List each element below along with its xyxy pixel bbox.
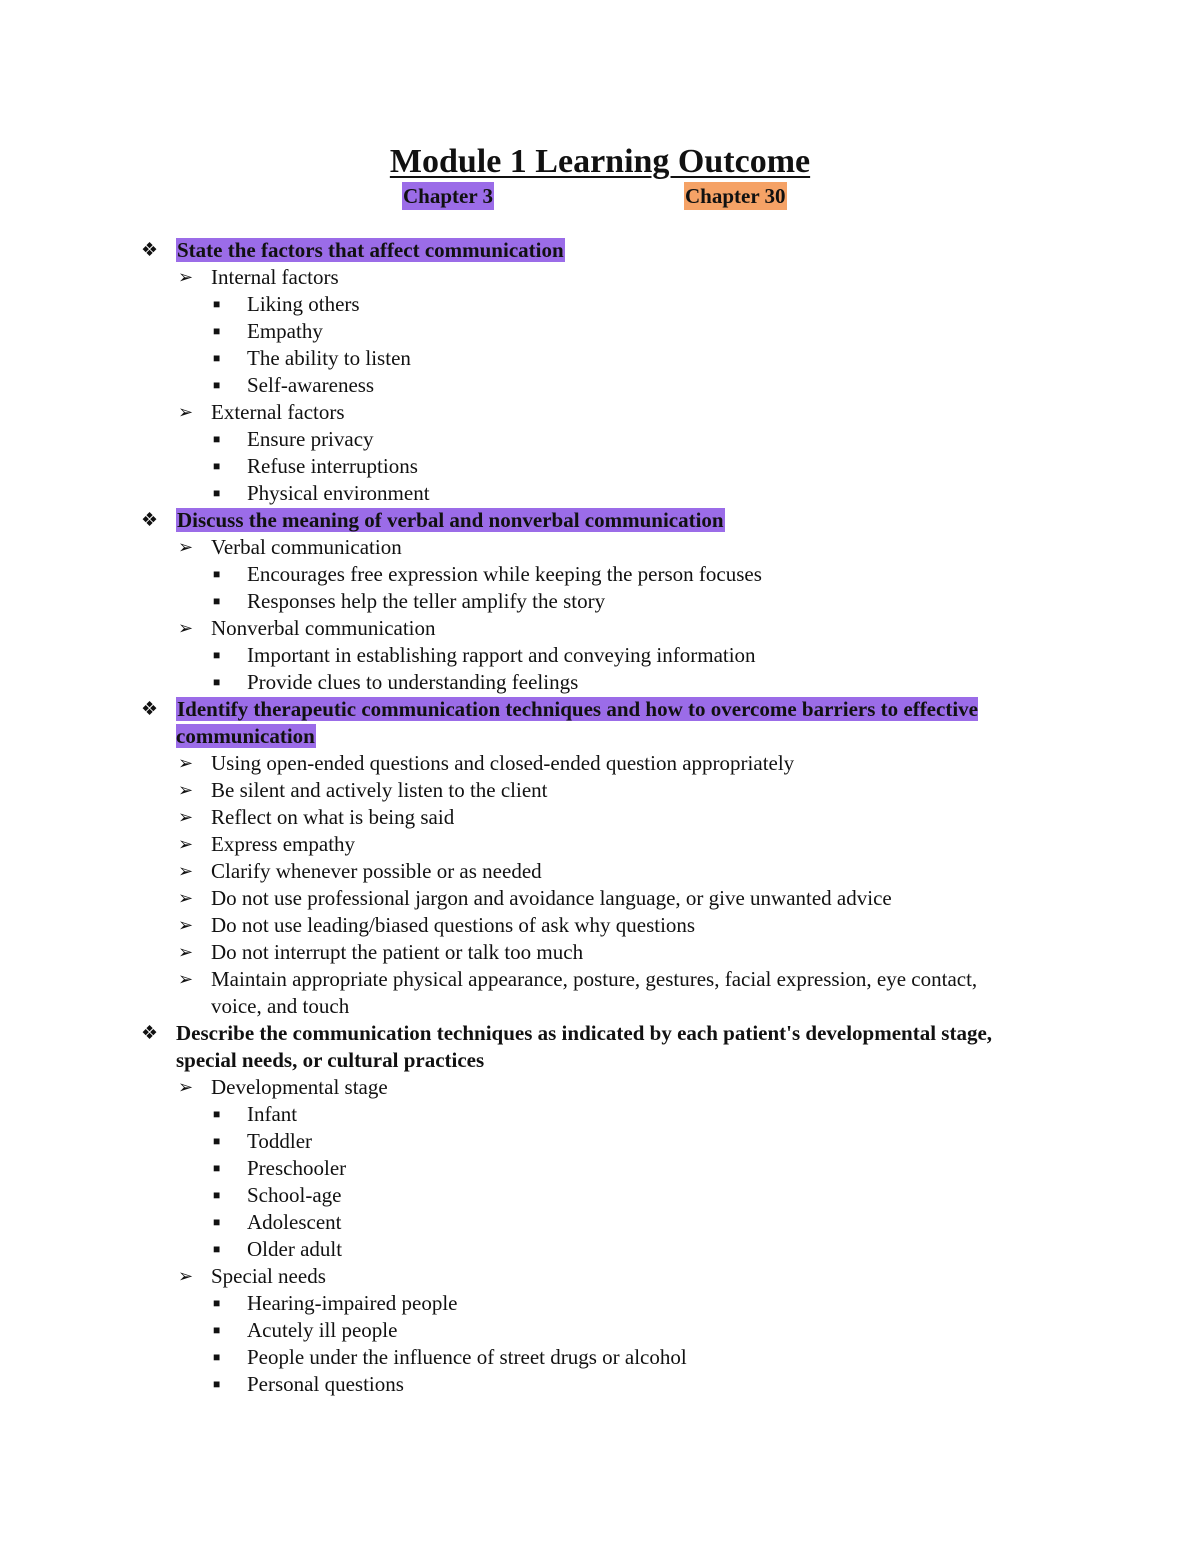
outline-item-level-3	[0, 291, 1200, 318]
highlighted-objective: Identify therapeutic communication techniques and how to overcome barriers to effective communication	[176, 697, 978, 748]
outline-item-level-2	[0, 966, 1200, 1020]
square-bullet-icon: ■	[213, 297, 221, 311]
item-text: Refuse interruptions	[247, 454, 418, 478]
outline-item-level-3	[0, 588, 1200, 615]
outline-item-level-3	[0, 426, 1200, 453]
arrowhead-bullet-icon: ➢	[178, 969, 194, 989]
outline-item-level-2	[0, 264, 1200, 291]
outline-item-level-3	[0, 1128, 1200, 1155]
item-text: The ability to listen	[247, 346, 411, 370]
outline-item-text	[211, 750, 1011, 777]
diamond-bullet-icon: ❖	[141, 1023, 159, 1044]
chapter-3-label: Chapter 3	[403, 184, 494, 208]
diamond-bullet-icon: ❖	[141, 699, 159, 720]
arrowhead-bullet-icon: ➢	[178, 888, 194, 908]
square-bullet-icon: ■	[213, 675, 221, 689]
square-bullet-icon: ■	[213, 594, 221, 608]
outline-item-level-1	[0, 507, 1200, 534]
outline-item-level-3	[0, 1155, 1200, 1182]
item-text: Maintain appropriate physical appearance, posture, gestures, facial expression, eye contact, voice, and touch	[211, 967, 978, 1018]
outline-item-text	[247, 291, 1200, 318]
item-text: Provide clues to understanding feelings	[247, 670, 579, 694]
outline-item-level-3	[0, 1101, 1200, 1128]
item-text: Express empathy	[211, 832, 356, 856]
outline-item-level-3	[0, 642, 1200, 669]
outline-item-text	[247, 480, 1200, 507]
item-text: Liking others	[247, 292, 360, 316]
item-text: Special needs	[211, 1264, 326, 1288]
outline-item-text	[211, 966, 1011, 1020]
outline-item-text	[247, 1371, 1200, 1398]
square-bullet-icon: ■	[213, 1296, 221, 1310]
outline-item-level-2	[0, 534, 1200, 561]
item-text: Using open-ended questions and closed-ended question appropriately	[211, 751, 795, 775]
diamond-bullet-icon: ❖	[141, 240, 159, 261]
arrowhead-bullet-icon: ➢	[178, 915, 194, 935]
outline-item-text	[247, 1317, 1200, 1344]
outline-item-level-3	[0, 1344, 1200, 1371]
square-bullet-icon: ■	[213, 1188, 221, 1202]
outline-item-level-2	[0, 885, 1200, 912]
outline-item-level-1	[0, 1020, 1200, 1074]
outline-item-level-3	[0, 669, 1200, 696]
item-text: Internal factors	[211, 265, 339, 289]
item-text: Acutely ill people	[247, 1318, 398, 1342]
item-text: Nonverbal communication	[211, 616, 436, 640]
item-text: Infant	[247, 1102, 298, 1126]
item-text: Important in establishing rapport and conveying information	[247, 643, 756, 667]
outline-item-text	[211, 858, 1011, 885]
square-bullet-icon: ■	[213, 1134, 221, 1148]
arrowhead-bullet-icon: ➢	[178, 780, 194, 800]
outline-item-level-2	[0, 1263, 1200, 1290]
outline-item-level-3	[0, 453, 1200, 480]
item-text: Hearing-impaired people	[247, 1291, 458, 1315]
outline-item-level-2	[0, 804, 1200, 831]
outline-item-level-3	[0, 1236, 1200, 1263]
outline-item-level-2	[0, 399, 1200, 426]
outline-item-text	[211, 1263, 1011, 1290]
outline-item-level-3	[0, 1290, 1200, 1317]
outline-item-level-3	[0, 1371, 1200, 1398]
outline-item-text	[247, 345, 1200, 372]
outline-item-level-2	[0, 939, 1200, 966]
arrowhead-bullet-icon: ➢	[178, 618, 194, 638]
outline-item-level-1	[0, 696, 1200, 750]
outline-item-text	[247, 1101, 1200, 1128]
square-bullet-icon: ■	[213, 1377, 221, 1391]
outline-item-level-2	[0, 858, 1200, 885]
square-bullet-icon: ■	[213, 1161, 221, 1175]
outline-item-level-3	[0, 318, 1200, 345]
arrowhead-bullet-icon: ➢	[178, 402, 194, 422]
arrowhead-bullet-icon: ➢	[178, 807, 194, 827]
item-text: Toddler	[247, 1129, 313, 1153]
outline-item-text	[247, 426, 1200, 453]
outline-item-level-3	[0, 1182, 1200, 1209]
outline-item-level-3	[0, 1209, 1200, 1236]
square-bullet-icon: ■	[213, 648, 221, 662]
outline-item-level-2	[0, 750, 1200, 777]
item-text: Be silent and actively listen to the client	[211, 778, 548, 802]
square-bullet-icon: ■	[213, 486, 221, 500]
item-text: Do not use professional jargon and avoidance language, or give unwanted advice	[211, 886, 892, 910]
item-text: Encourages free expression while keeping the person focuses	[247, 562, 762, 586]
outline-item-text	[176, 696, 1036, 750]
item-text: External factors	[211, 400, 345, 424]
square-bullet-icon: ■	[213, 1242, 221, 1256]
item-text: Empathy	[247, 319, 323, 343]
outline-item-text	[247, 1155, 1200, 1182]
outline-item-text	[247, 318, 1200, 345]
arrowhead-bullet-icon: ➢	[178, 1077, 194, 1097]
outline-item-text	[247, 561, 1200, 588]
square-bullet-icon: ■	[213, 567, 221, 581]
outline-item-level-3	[0, 561, 1200, 588]
square-bullet-icon: ■	[213, 1323, 221, 1337]
outline-item-level-2	[0, 831, 1200, 858]
arrowhead-bullet-icon: ➢	[178, 267, 194, 287]
item-text: Adolescent	[247, 1210, 342, 1234]
outline-item-text	[247, 669, 1200, 696]
item-text: Do not interrupt the patient or talk too much	[211, 940, 584, 964]
item-text: Preschooler	[247, 1156, 347, 1180]
outline-item-text	[211, 1074, 1011, 1101]
outline-item-text	[211, 399, 1011, 426]
item-text: Personal questions	[247, 1372, 404, 1396]
outline-item-text	[247, 1182, 1200, 1209]
item-text: Self-awareness	[247, 373, 375, 397]
outline-item-text	[211, 939, 1011, 966]
arrowhead-bullet-icon: ➢	[178, 834, 194, 854]
outline-item-text	[211, 534, 1011, 561]
outline-item-text	[247, 1209, 1200, 1236]
outline-item-text	[176, 507, 1036, 534]
square-bullet-icon: ■	[213, 459, 221, 473]
outline-item-text	[247, 642, 1200, 669]
chapter-30-label: Chapter 30	[685, 184, 786, 208]
outline-item-text	[211, 615, 1011, 642]
item-text: Developmental stage	[211, 1075, 388, 1099]
outline-item-text	[211, 804, 1011, 831]
arrowhead-bullet-icon: ➢	[178, 942, 194, 962]
item-text: Describe the communication techniques as indicated by each patient's developmental stage, special needs, or cultural practices	[176, 1021, 993, 1072]
outline-item-level-1	[0, 237, 1200, 264]
outline-item-text	[247, 1236, 1200, 1263]
item-text: Responses help the teller amplify the story	[247, 589, 606, 613]
outline-item-text	[211, 777, 1011, 804]
outline-item-text	[247, 453, 1200, 480]
outline-item-level-3	[0, 480, 1200, 507]
highlighted-objective: State the factors that affect communication	[177, 238, 564, 262]
square-bullet-icon: ■	[213, 324, 221, 338]
square-bullet-icon: ■	[213, 432, 221, 446]
item-text: Clarify whenever possible or as needed	[211, 859, 542, 883]
square-bullet-icon: ■	[213, 351, 221, 365]
square-bullet-icon: ■	[213, 1215, 221, 1229]
square-bullet-icon: ■	[213, 1350, 221, 1364]
item-text: Verbal communication	[211, 535, 402, 559]
square-bullet-icon: ■	[213, 378, 221, 392]
page-title: Module 1 Learning Outcome	[389, 143, 811, 180]
arrowhead-bullet-icon: ➢	[178, 537, 194, 557]
outline-item-text	[211, 831, 1011, 858]
item-text: Older adult	[247, 1237, 343, 1261]
outline-item-text	[211, 912, 1011, 939]
arrowhead-bullet-icon: ➢	[178, 1266, 194, 1286]
outline-item-text	[176, 1020, 1036, 1074]
outline-item-level-2	[0, 615, 1200, 642]
diamond-bullet-icon: ❖	[141, 510, 159, 531]
item-text: Reflect on what is being said	[211, 805, 455, 829]
outline-item-text	[247, 588, 1200, 615]
highlighted-objective: Discuss the meaning of verbal and nonverbal communication	[177, 508, 724, 532]
outline-item-level-2	[0, 1074, 1200, 1101]
outline-item-text	[247, 1128, 1200, 1155]
outline-item-level-2	[0, 777, 1200, 804]
item-text: Physical environment	[247, 481, 430, 505]
item-text: Ensure privacy	[247, 427, 374, 451]
outline-list	[0, 237, 1200, 1398]
item-text: School-age	[247, 1183, 342, 1207]
outline-item-level-2	[0, 912, 1200, 939]
arrowhead-bullet-icon: ➢	[178, 861, 194, 881]
outline-item-level-3	[0, 1317, 1200, 1344]
outline-item-text	[211, 885, 1011, 912]
outline-item-text	[247, 372, 1200, 399]
outline-item-text	[176, 237, 1036, 264]
outline-item-text	[247, 1290, 1200, 1317]
outline-item-text	[211, 264, 1011, 291]
outline-item-text	[247, 1344, 1200, 1371]
item-text: Do not use leading/biased questions of ask why questions	[211, 913, 696, 937]
arrowhead-bullet-icon: ➢	[178, 753, 194, 773]
item-text: People under the influence of street drugs or alcohol	[247, 1345, 687, 1369]
outline-item-level-3	[0, 372, 1200, 399]
outline-item-level-3	[0, 345, 1200, 372]
square-bullet-icon: ■	[213, 1107, 221, 1121]
